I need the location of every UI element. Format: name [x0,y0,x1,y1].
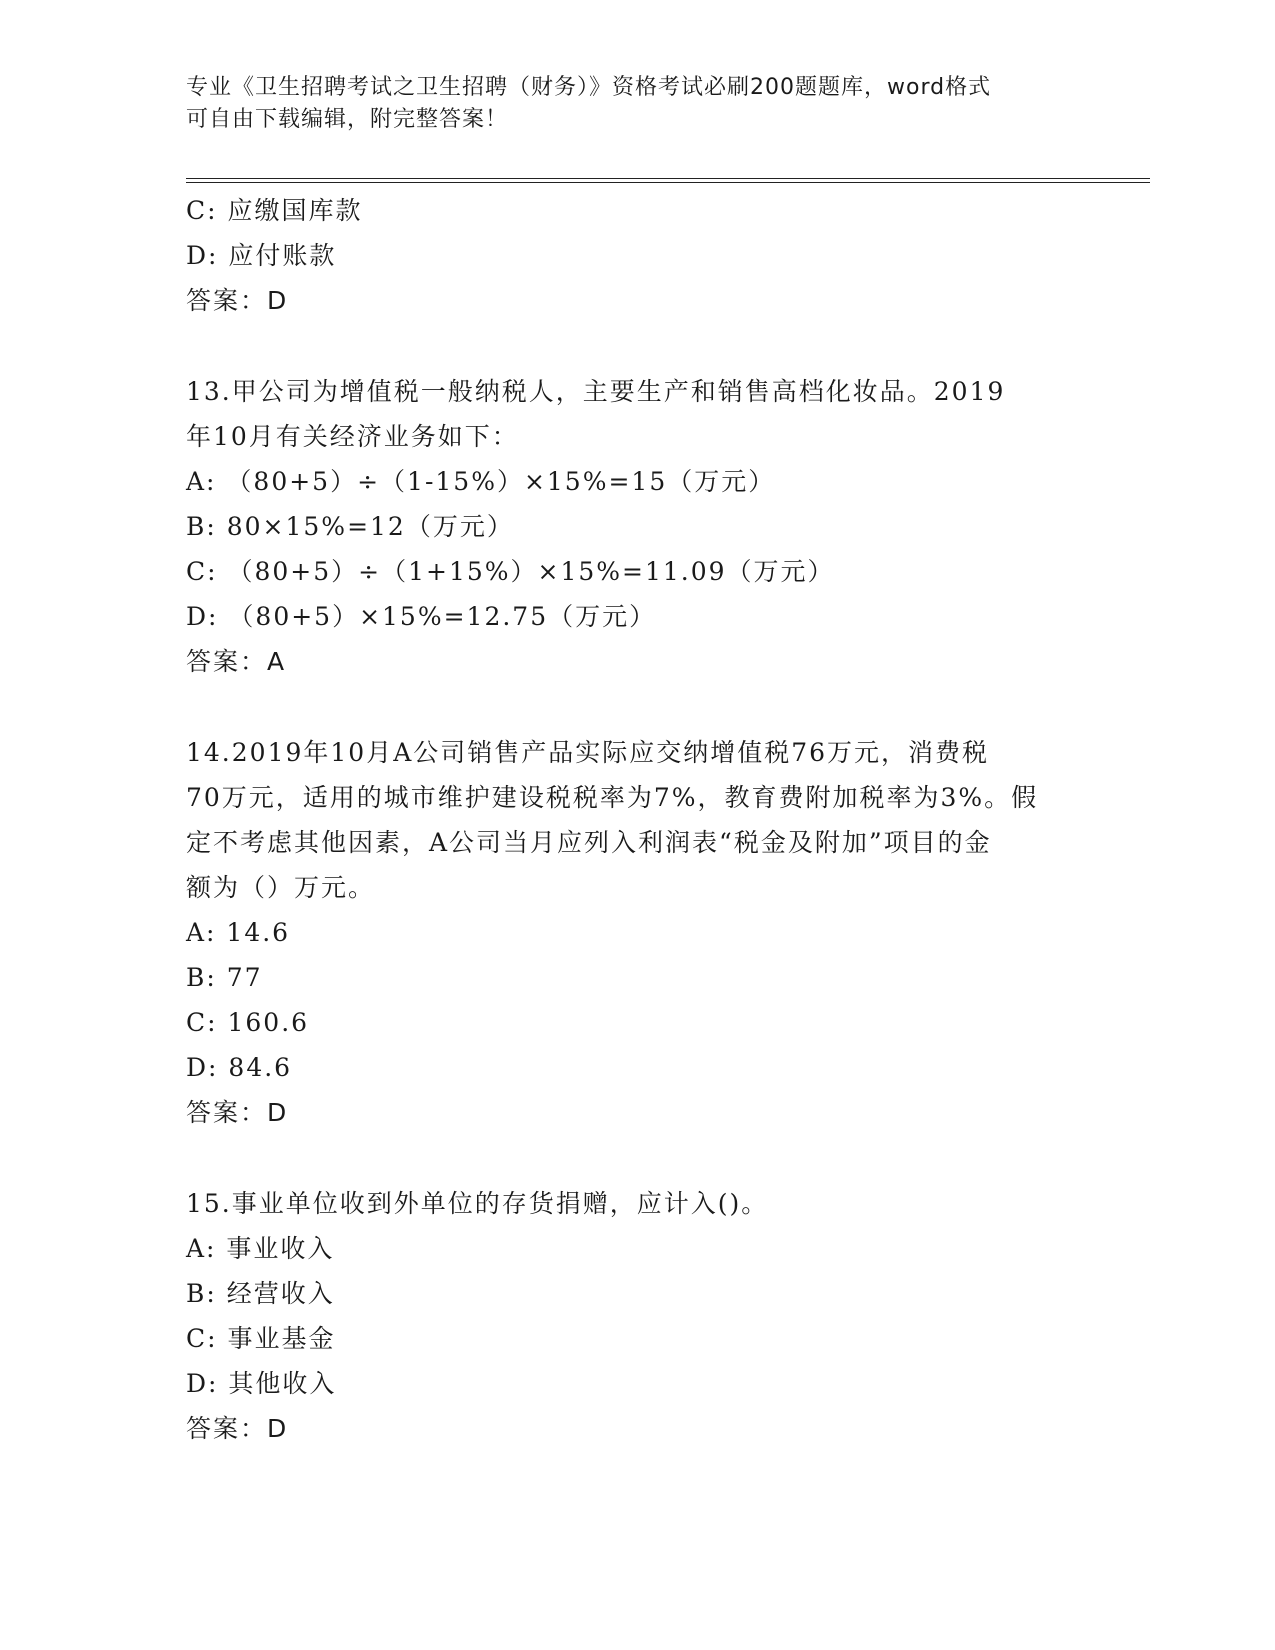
option-a: A: 事业收入 [186,1234,335,1263]
option-c: C: 应缴国库款 [186,196,363,225]
option-b: B: 77 [186,963,263,992]
answer-line: 答案：A [186,647,287,676]
option-c: C: 160.6 [186,1008,310,1037]
document-body [186,188,1086,1451]
question-13 [186,369,1086,684]
question-12-tail [186,188,1086,323]
header-title-line-2: 可自由下载编辑，附完整答案！ [186,107,509,132]
question-stem-line: 定不考虑其他因素，A公司当月应列入利润表“税金及附加”项目的金 [186,828,992,857]
answer-line: 答案：D [186,1098,289,1127]
question-14 [186,730,1086,1135]
answer-line: 答案：D [186,286,289,315]
spacer [186,323,1086,369]
question-stem-line: 15.事业单位收到外单位的存货捐赠，应计入()。 [186,1189,769,1218]
question-stem-line: 14.2019年10月A公司销售产品实际应交纳增值税76万元，消费税 [186,738,990,767]
option-d: D: 应付账款 [186,241,337,270]
option-a: A: 14.6 [186,918,291,947]
question-stem-line: 70万元，适用的城市维护建设税税率为7%，教育费附加税率为3%。假 [186,783,1039,812]
answer-line: 答案：D [186,1414,289,1443]
header-divider [186,178,1150,183]
spacer [186,1135,1086,1181]
header-title-line-1: 专业《卫生招聘考试之卫生招聘（财务）》资格考试必刷200题题库，word格式 [186,75,992,100]
question-stem-line: 年10月有关经济业务如下： [186,422,519,451]
spacer [186,684,1086,730]
option-c: C: 事业基金 [186,1324,336,1353]
option-d: D: 84.6 [186,1053,293,1082]
option-b: B: 80×15%=12（万元） [186,512,514,541]
option-d: D: （80+5）×15%=12.75（万元） [186,602,657,631]
option-c: C: （80+5）÷（1+15%）×15%=11.09（万元） [186,557,835,586]
question-stem-line: 13.甲公司为增值税一般纳税人，主要生产和销售高档化妆品。2019 [186,377,1006,406]
question-stem-line: 额为（）万元。 [186,873,376,902]
question-15 [186,1181,1086,1451]
page-header [186,72,1086,136]
option-a: A: （80+5）÷（1-15%）×15%=15（万元） [186,467,776,496]
option-b: B: 经营收入 [186,1279,335,1308]
option-d: D: 其他收入 [186,1369,337,1398]
